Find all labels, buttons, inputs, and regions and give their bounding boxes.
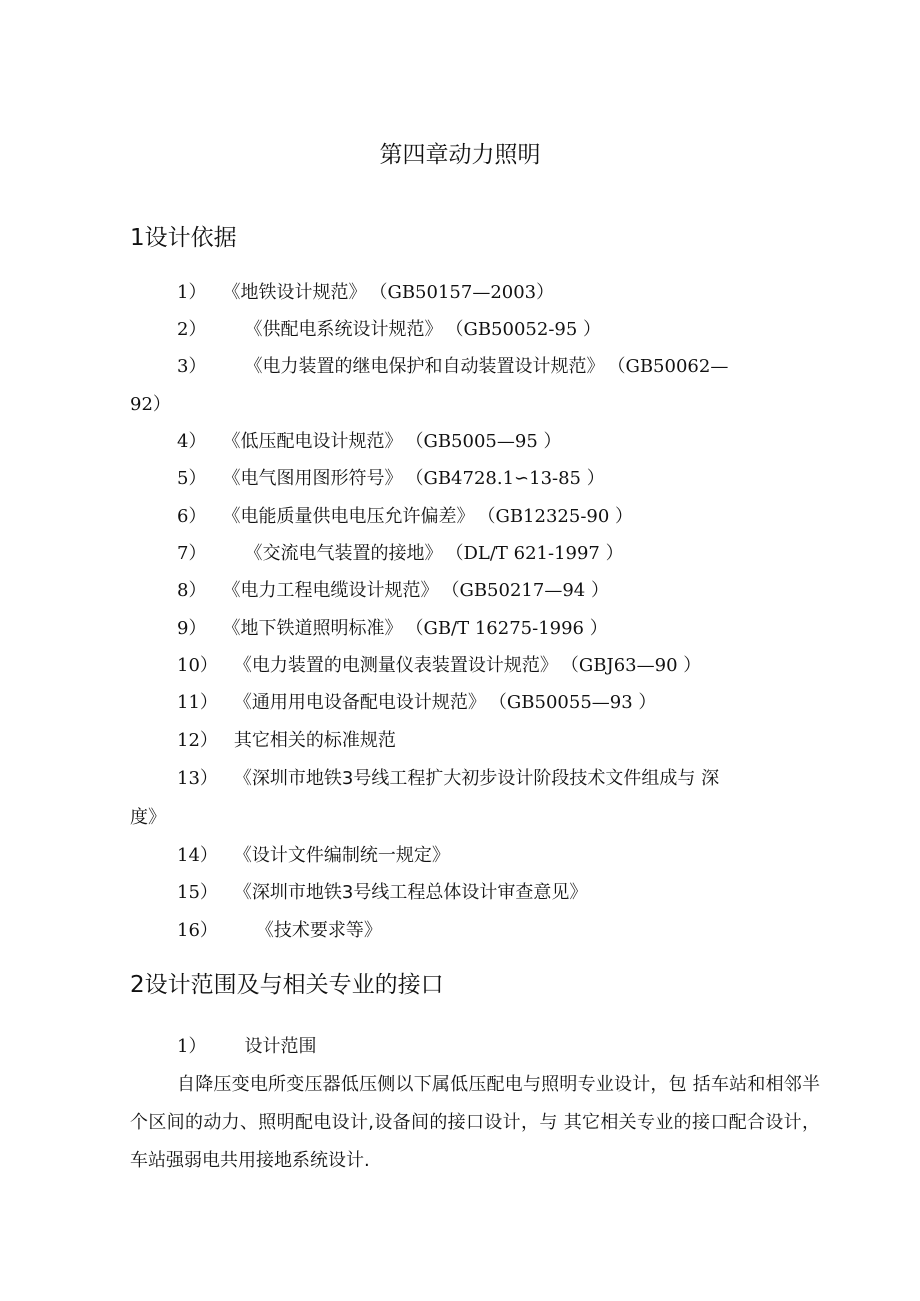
item-text: 《地铁设计规范》 bbox=[222, 282, 367, 303]
list-item bbox=[177, 763, 820, 795]
item-text: 《技术要求等》 bbox=[255, 920, 382, 941]
item-text: 《深圳市地铁3号线工程总体设计审查意见》 bbox=[233, 882, 588, 903]
list-item bbox=[177, 501, 820, 533]
item-number: 16） bbox=[177, 920, 218, 941]
list-item bbox=[177, 915, 820, 947]
list-item bbox=[177, 687, 820, 719]
item-code: （GB50217—94 ） bbox=[450, 580, 609, 601]
list-item bbox=[177, 426, 820, 458]
item-code: （GB50062— bbox=[616, 356, 729, 377]
subsection-heading bbox=[177, 1031, 820, 1063]
item-number: 8） bbox=[177, 580, 207, 601]
list-item bbox=[177, 725, 820, 757]
item-number: 4） bbox=[177, 431, 207, 452]
list-item bbox=[177, 314, 820, 346]
page-title: 第四章动力照明 bbox=[379, 142, 541, 168]
list-item bbox=[177, 351, 820, 383]
item-text: 《地下铁道照明标准》 bbox=[222, 618, 403, 639]
item-code: （DL/T 621-1997 ） bbox=[454, 543, 624, 564]
item-number: 7） bbox=[177, 543, 207, 564]
list-item bbox=[177, 650, 820, 682]
item-text: 《电力装置的电测量仪表装置设计规范》 bbox=[233, 655, 558, 676]
item-number: 13） bbox=[177, 768, 218, 789]
item-code: （GB4728.1∽13-85 ） bbox=[414, 468, 605, 489]
item-text: 其它相关的标准规范 bbox=[233, 730, 396, 751]
item-number: 11） bbox=[177, 692, 218, 713]
list-item bbox=[177, 277, 820, 309]
item-code: （GB/T 16275-1996 ） bbox=[414, 618, 608, 639]
scope-paragraph: 自降压变电所变压器低压侧以下属低压配电与照明专业设计，包 括车站和相邻半个区间的动力、照明配电设计,设备间的接口设计，与 其它相关专业的接口配合设计，车站强弱电共用接地系统设计. bbox=[130, 1074, 820, 1171]
item-text: 《电气图用图形符号》 bbox=[222, 468, 403, 489]
subsection-title: 设计范围 bbox=[244, 1036, 317, 1057]
section-heading-basis: 1设计依据 bbox=[130, 225, 237, 251]
item-text: 《电力装置的继电保护和自动装置设计规范》 bbox=[244, 356, 605, 377]
section-heading-scope: 2设计范围及与相关专业的接口 bbox=[130, 972, 444, 998]
item-code: （GB50052-95 ） bbox=[454, 319, 602, 340]
item-number: 12） bbox=[177, 730, 218, 751]
item-text: 《低压配电设计规范》 bbox=[222, 431, 403, 452]
list-item-continuation: 92） bbox=[130, 394, 171, 415]
list-item bbox=[177, 877, 820, 909]
item-text: 《供配电系统设计规范》 bbox=[244, 319, 443, 340]
list-item bbox=[177, 840, 820, 872]
item-number: 2） bbox=[177, 319, 207, 340]
item-code: （GB50055—93 ） bbox=[497, 692, 657, 713]
item-number: 15） bbox=[177, 882, 218, 903]
list-item bbox=[177, 463, 820, 495]
list-item bbox=[177, 613, 820, 645]
item-number: 1） bbox=[177, 282, 207, 303]
item-text: 《电能质量供电电压允许偏差》 bbox=[222, 506, 475, 527]
item-text: 《通用用电设备配电设计规范》 bbox=[233, 692, 486, 713]
item-text: 《交流电气装置的接地》 bbox=[244, 543, 443, 564]
item-code: （GB5005—95 ） bbox=[414, 431, 562, 452]
item-text: 《设计文件编制统一规定》 bbox=[233, 845, 450, 866]
item-code: （GB12325-90 ） bbox=[486, 506, 634, 527]
item-code: （GB50157—2003） bbox=[378, 282, 555, 303]
item-number: 9） bbox=[177, 618, 207, 639]
list-item bbox=[177, 538, 820, 570]
item-number: 14） bbox=[177, 845, 218, 866]
item-number: 10） bbox=[177, 655, 218, 676]
item-text: 《深圳市地铁3号线工程扩大初步设计阶段技术文件组成与 深 bbox=[233, 768, 720, 789]
list-item bbox=[177, 575, 820, 607]
item-code: （GBJ63—90 ） bbox=[569, 655, 702, 676]
item-text: 《电力工程电缆设计规范》 bbox=[222, 580, 439, 601]
item-number: 3） bbox=[177, 356, 207, 377]
item-number: 5） bbox=[177, 468, 207, 489]
subsection-number: 1） bbox=[177, 1036, 207, 1057]
item-number: 6） bbox=[177, 506, 207, 527]
list-item-continuation: 度》 bbox=[130, 807, 166, 828]
